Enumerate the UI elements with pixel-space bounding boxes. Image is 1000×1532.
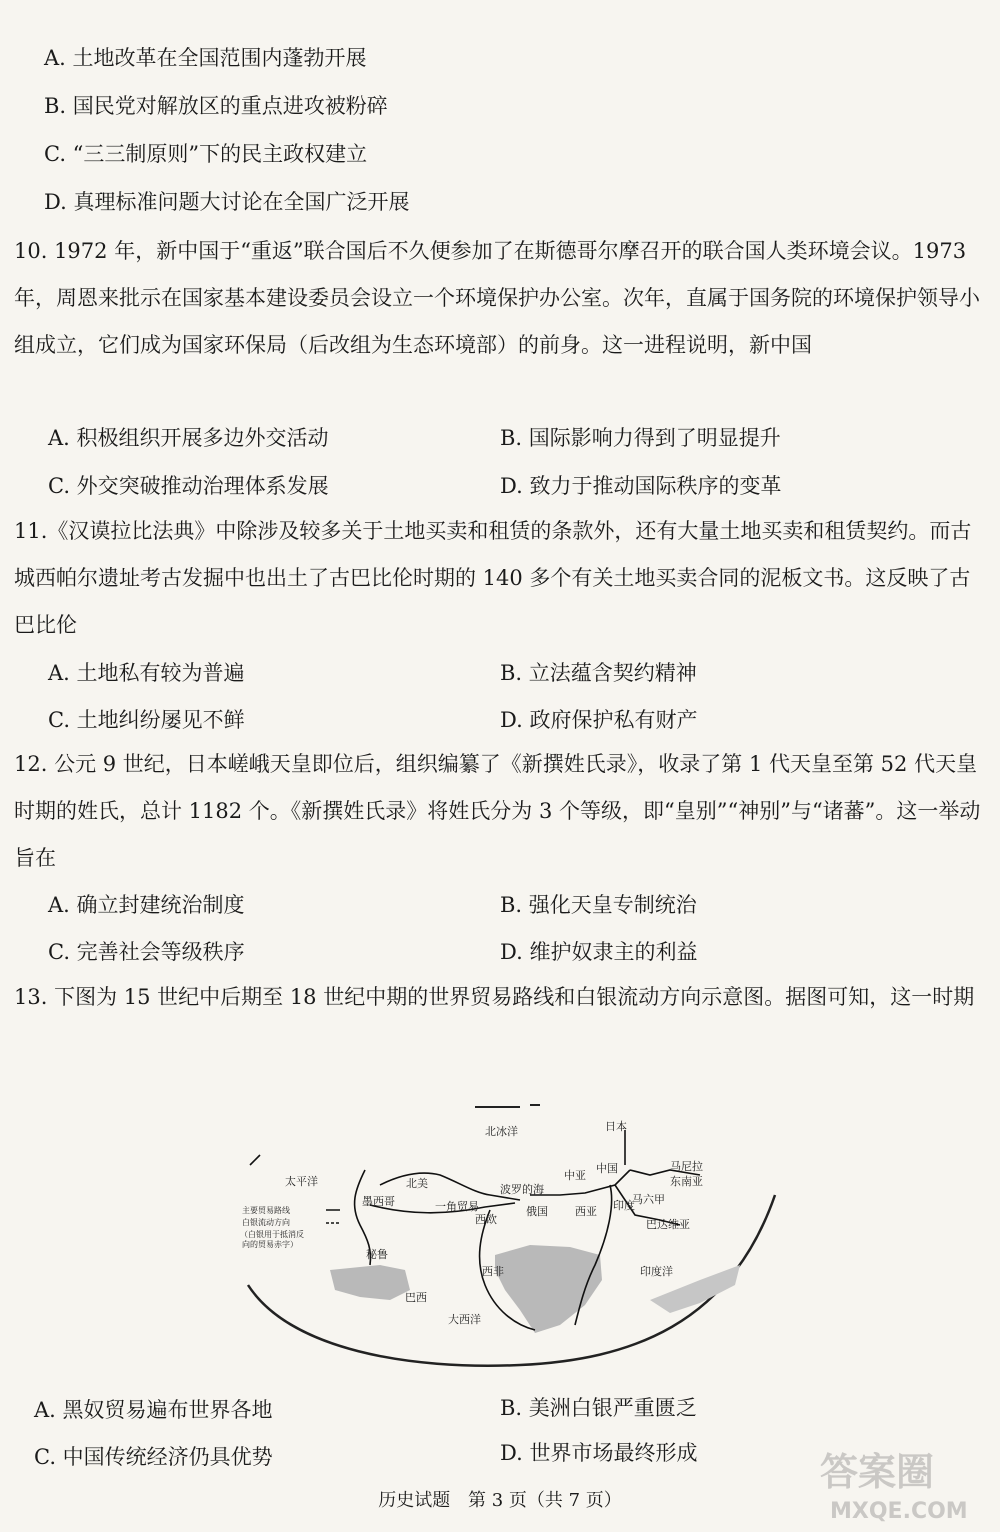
q10-option-b: B. 国际影响力得到了明显提升 <box>500 426 781 450</box>
q11-option-d: D. 政府保护私有财产 <box>500 708 698 732</box>
label-india: 印度 <box>613 1199 635 1212</box>
label-west-africa: 西非 <box>482 1265 504 1278</box>
q13-option-b: B. 美洲白银严重匮乏 <box>500 1396 697 1420</box>
label-batavia: 巴达维亚 <box>646 1218 690 1231</box>
q13-stem: 13. 下图为 15 世纪中后期至 18 世纪中期的世界贸易路线和白银流动方向示意图。据图可知，这一时期 <box>14 985 975 1009</box>
label-china: 中国 <box>596 1162 618 1175</box>
q11-option-b: B. 立法蕴含契约精神 <box>500 661 697 685</box>
q11-option-a: A. 土地私有较为普遍 <box>48 661 245 685</box>
watermark-url: MXQE.COM <box>830 1499 968 1524</box>
watermark-title: 答案圈 <box>820 1450 935 1494</box>
label-arctic: 北冰洋 <box>485 1125 518 1138</box>
label-malacca: 马六甲 <box>632 1193 665 1206</box>
route-north-america-europe <box>380 1173 520 1200</box>
map-legend <box>240 1205 340 1249</box>
label-atlantic: 大西洋 <box>448 1313 481 1326</box>
q10-option-d: D. 致力于推动国际秩序的变革 <box>500 474 782 498</box>
q13-option-c: C. 中国传统经济仍具优势 <box>34 1445 273 1469</box>
q9-option-d: D. 真理标准问题大讨论在全国广泛开展 <box>44 190 410 214</box>
legend-note-2: 向的贸易赤字） <box>242 1240 298 1249</box>
label-southeast-asia: 东南亚 <box>670 1175 703 1188</box>
q12-stem: 12. 公元 9 世纪，日本嵯峨天皇即位后，组织编纂了《新撰姓氏录》，收录了第 1 代天皇至第 52 代天皇时期的姓氏，总计 1182 个。《新撰姓氏录》将姓氏分为 3 个等级，即“皇别”“神别”与“诸蕃”。这一举动旨在 <box>14 752 981 870</box>
legend-tick <box>250 1155 260 1165</box>
footer-page-number: 第 3 页（共 7 页） <box>467 1490 622 1511</box>
q9-option-a: A. 土地改革在全国范围内蓬勃开展 <box>44 46 367 70</box>
q9-option-b: B. 国民党对解放区的重点进攻被粉碎 <box>44 94 388 118</box>
label-pacific: 太平洋 <box>285 1175 318 1188</box>
q11-option-c: C. 土地纠纷屡见不鲜 <box>48 708 245 732</box>
label-manila: 马尼拉 <box>670 1160 703 1173</box>
label-brazil: 巴西 <box>405 1291 427 1304</box>
label-mexico: 墨西哥 <box>362 1195 395 1208</box>
trade-route-map-svg <box>230 1075 790 1375</box>
q13-option-d: D. 世界市场最终形成 <box>500 1441 698 1465</box>
q12-option-b: B. 强化天皇专制统治 <box>500 893 697 917</box>
q10-option-a: A. 积极组织开展多边外交活动 <box>48 426 329 450</box>
label-russia: 俄国 <box>526 1205 548 1218</box>
footer-subject: 历史试题 <box>378 1490 451 1511</box>
label-north-america: 北美 <box>406 1177 428 1190</box>
q9-option-c: C. “三三制原则”下的民主政权建立 <box>44 142 368 166</box>
label-central-asia: 中亚 <box>564 1169 586 1182</box>
label-west-europe: 西欧 <box>475 1213 497 1226</box>
label-west-asia: 西亚 <box>575 1205 597 1218</box>
trade-route-map <box>230 1075 790 1375</box>
trade-routes <box>250 1130 700 1330</box>
q13-option-a: A. 黑奴贸易遍布世界各地 <box>34 1398 273 1422</box>
label-baltic: 波罗的海 <box>500 1183 544 1196</box>
south-america-landmass <box>330 1265 410 1300</box>
q11-stem: 11.《汉谟拉比法典》中除涉及较多关于土地买卖和租赁的条款外，还有大量土地买卖和租赁契约。而古城西帕尔遗址考古发掘中也出土了古巴比伦时期的 140 多个有关土地买卖合同的泥板文书。这反映了古巴比伦 <box>14 519 972 637</box>
q12-option-d: D. 维护奴隶主的利益 <box>500 940 698 964</box>
label-peru: 秘鲁 <box>366 1248 388 1261</box>
q10-option-c: C. 外交突破推动治理体系发展 <box>48 474 329 498</box>
site-watermark-logo <box>812 1440 982 1525</box>
q12-option-a: A. 确立封建统治制度 <box>48 893 245 917</box>
label-indian-ocean: 印度洋 <box>640 1265 673 1278</box>
africa-landmass <box>495 1245 602 1333</box>
label-japan: 日本 <box>605 1120 627 1133</box>
legend-silver-flow: 白银流动方向 <box>242 1218 290 1227</box>
legend-note-1: （白银用于抵消反 <box>240 1230 304 1239</box>
label-cape: 一角贸易 <box>435 1200 479 1213</box>
q10-stem: 10. 1972 年，新中国于“重返”联合国后不久便参加了在斯德哥尔摩召开的联合国人类环境会议。1973 年，周恩来批示在国家基本建设委员会设立一个环境保护办公室。次年，直属于国务院的环境保护领导小组成立，它们成为国家环保局（后改组为生态环境部）的前身。这一进程说明，新中国 <box>14 239 980 357</box>
legend-trade-route: 主要贸易路线 <box>242 1206 290 1215</box>
q12-option-c: C. 完善社会等级秩序 <box>48 940 245 964</box>
